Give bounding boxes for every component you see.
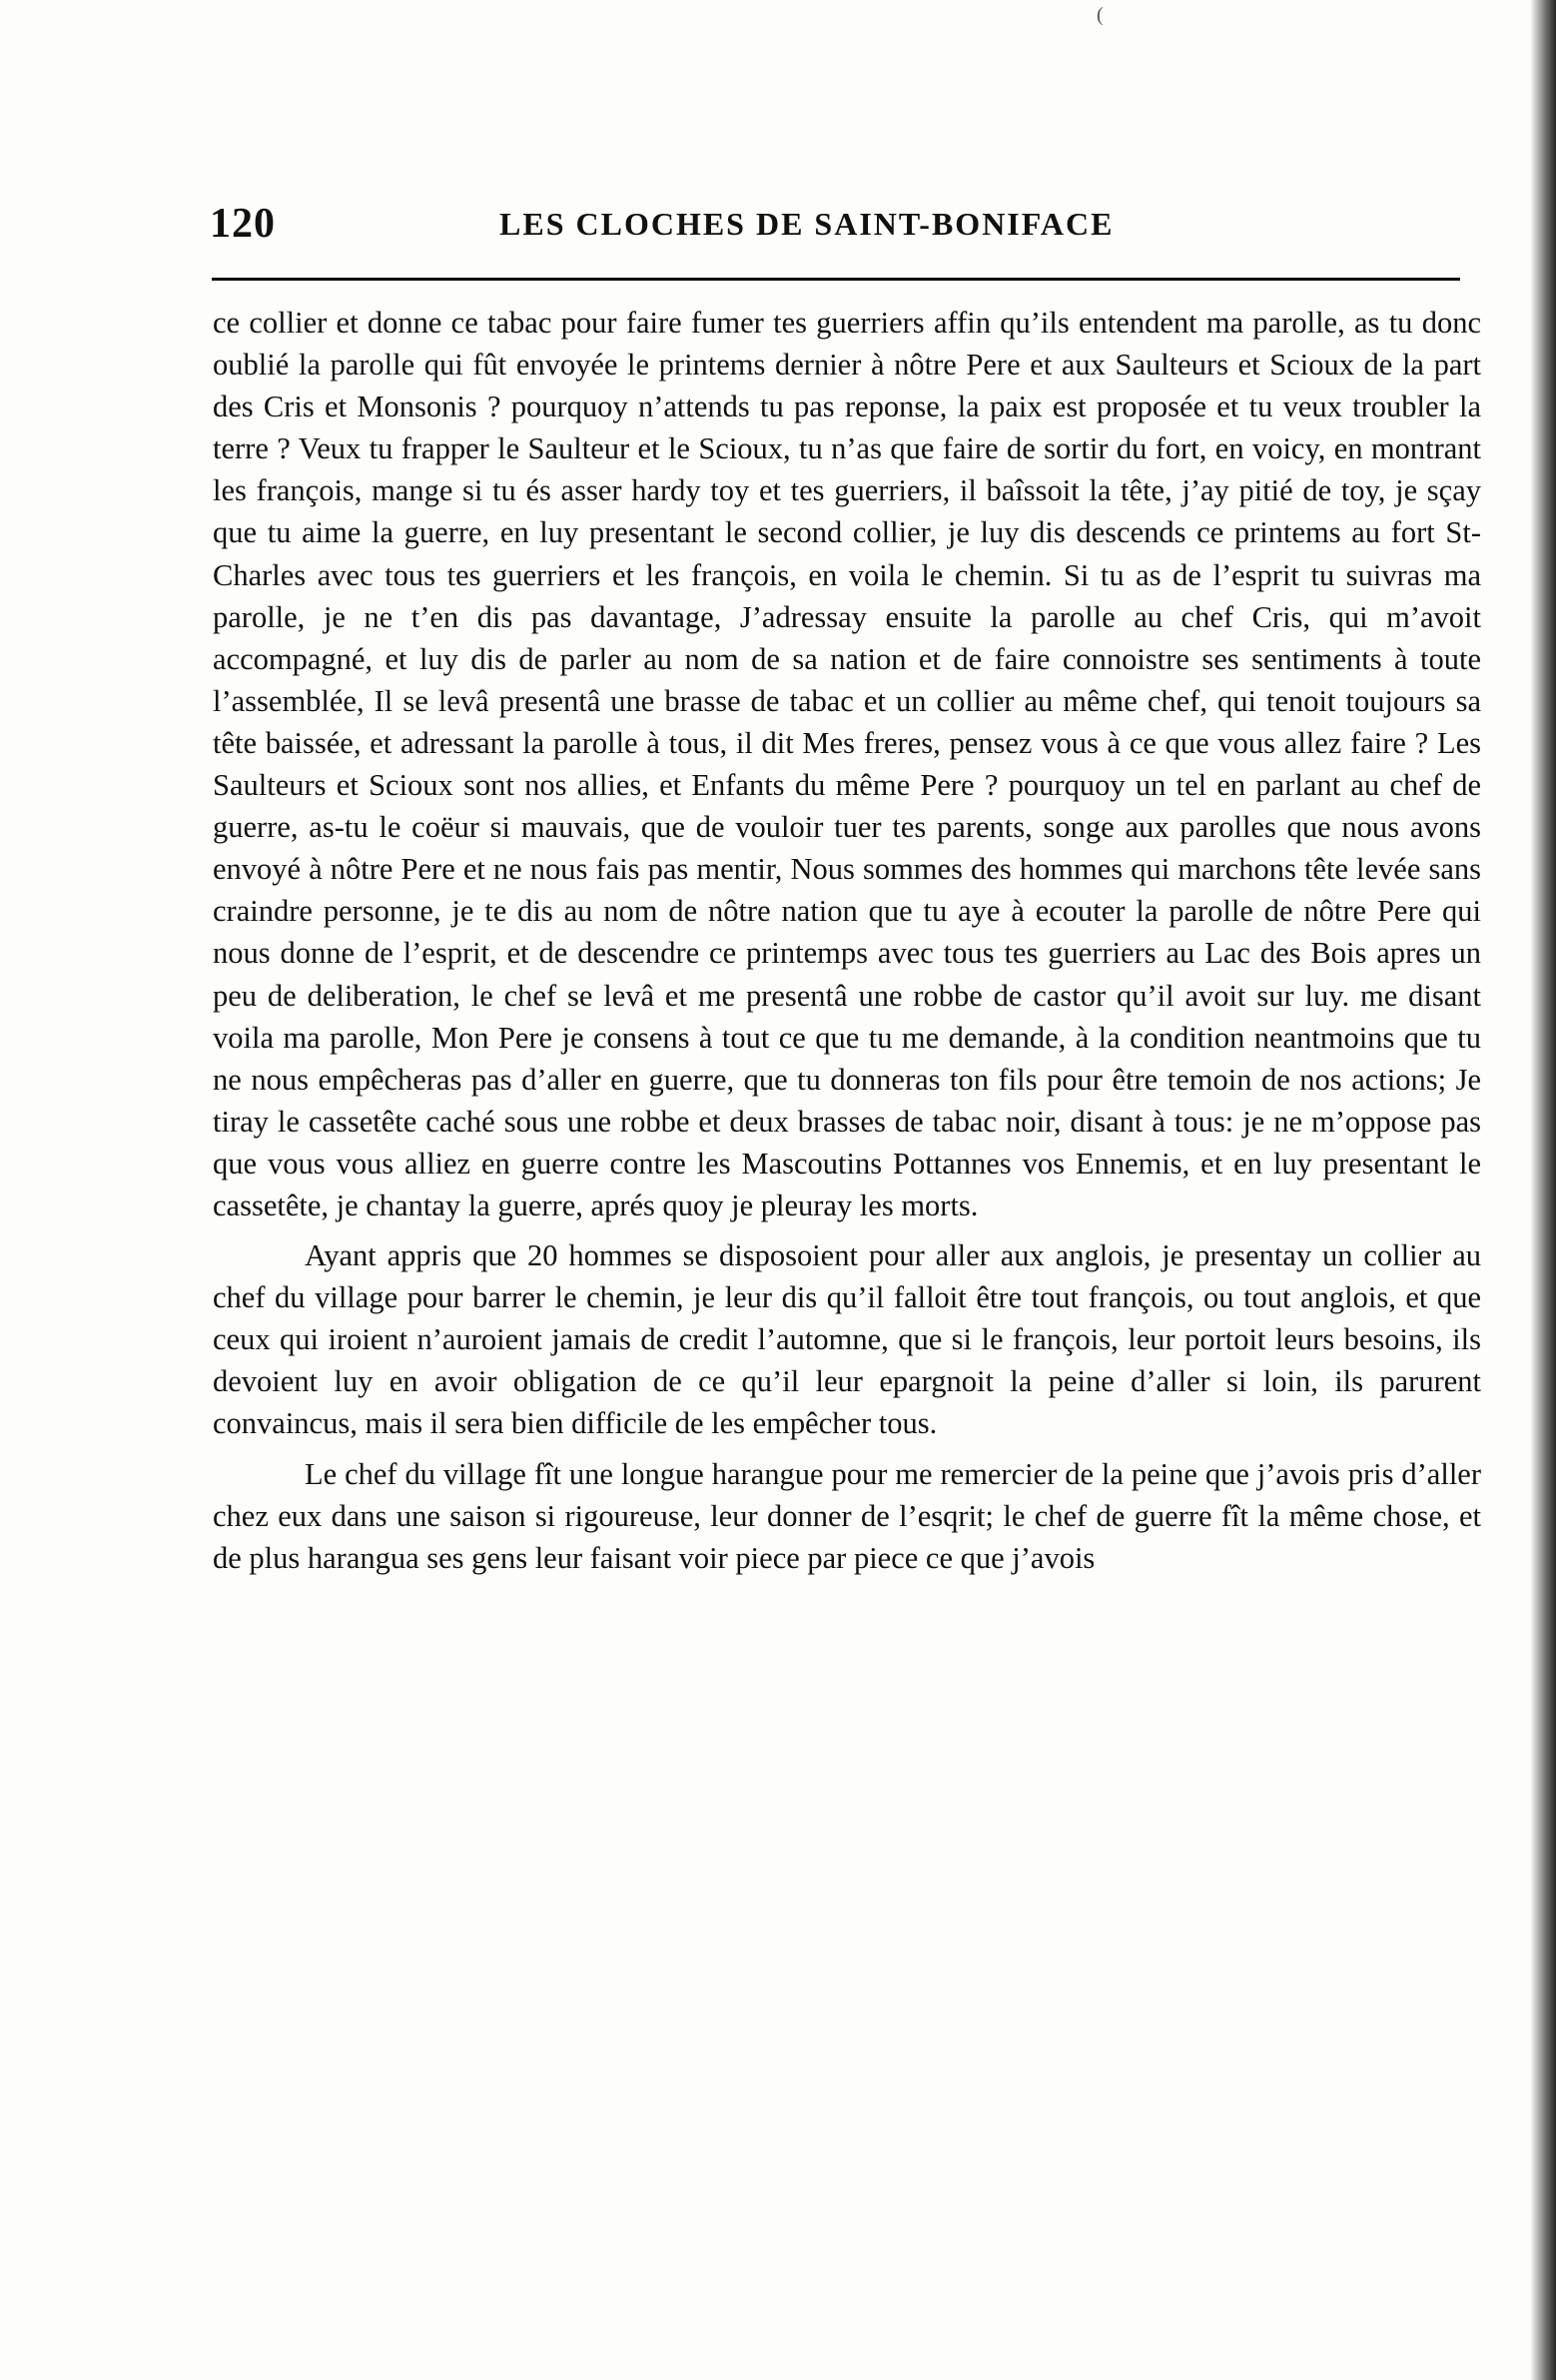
header-rule [212,278,1460,281]
page-number: 120 [210,201,276,247]
body-text [213,302,1481,1579]
paragraph-3: Le chef du village fît une longue harangue pour me remercier de la peine que j’avois pris d’aller chez eux dans une saison si rigoureuse, leur donner de l’esqrit; le chef de guerre fît la même chose, et de plus harangua ses gens leur faisant voir piece par piece ce que j’avois [213,1456,1481,1575]
page-edge-shadow [1530,0,1556,2380]
page-header [210,200,1478,260]
print-speck: ( [1097,4,1104,26]
running-title: LES CLOCHES DE SAINT-BONIFACE [499,206,1115,242]
paragraph-1: ce collier et donne ce tabac pour faire fumer tes guerriers affin qu’ils entendent ma parolle, as tu donc oublié la parolle qui fût envoyée le printems dernier à nôtre Pere et aux Saulteurs et Scioux de la part des Cris et Monsonis ? pourquoy n’attends tu pas reponse, la paix est proposée et tu veux troubler la terre ? Veux tu frapper le Saulteur et le Scioux, tu n’as que faire de sortir du fort, en voicy, en montrant les françois, mange si tu és asser hardy toy et tes guerriers, il baîssoit la tête, j’ay pitié de toy, je sçay que tu aime la guerre, en luy presentant le second collier, je luy dis descends ce printems au fort St-Charles avec tous tes guerriers et les françois, en voila le chemin. Si tu as de l’esprit tu suivras ma parolle, je ne t’en dis pas davantage, J’adressay ensuite la parolle au chef Cris, qui m’avoit accompagné, et luy dis de parler au nom de sa nation et de faire connoistre ses sentiments à toute l’assemblée, Il se levâ presentâ une brasse de tabac et un collier au même chef, qui tenoit toujours sa tête baissée, et adressant la parolle à tous, il dit Mes freres, pensez vous à ce que vous allez faire ? Les Saulteurs et Scioux sont nos allies, et Enfants du même Pere ? pourquoy un tel en parlant au chef de guerre, as-tu le coëur si mauvais, que de vouloir tuer tes parents, songe aux parolles que nous avons envoyé à nôtre Pere et ne nous fais pas mentir, Nous sommes des hommes qui marchons tête levée sans craindre personne, je te dis au nom de nôtre nation que tu aye à ecouter la parolle de nôtre Pere qui nous donne de l’esprit, et de descendre ce printemps avec tous tes guerriers au Lac des Bois apres un peu de deliberation, le chef se levâ et me presentâ une robbe de castor qu’il avoit sur luy. me disant voila ma parolle, Mon Pere je consens à tout ce que tu me demande, à la condition neantmoins que tu ne nous empêcheras pas d’aller en guerre, que tu donneras ton fils pour être temoin de nos actions; Je tiray le cassetête caché sous une robbe et deux brasses de tabac noir, disant à tous: je ne m’oppose pas que vous vous alliez en guerre contre les Mascoutins Pottannes vos Ennemis, et en luy presentant le cassetête, je chantay la guerre, aprés quoy je pleuray les morts. [213,306,1481,1222]
paragraph-2: Ayant appris que 20 hommes se disposoient pour aller aux anglois, je presentay un collier au chef du village pour barrer le chemin, je leur dis qu’il falloit être tout françois, ou tout anglois, et que ceux qui iroient n’auroient jamais de credit l’automne, que si le françois, leur portoit leurs besoins, ils devoient luy en avoir obligation de ce qu’il leur epargnoit la peine d’aller si loin, ils parurent convaincus, mais il sera bien difficile de les empêcher tous. [213,1238,1481,1441]
